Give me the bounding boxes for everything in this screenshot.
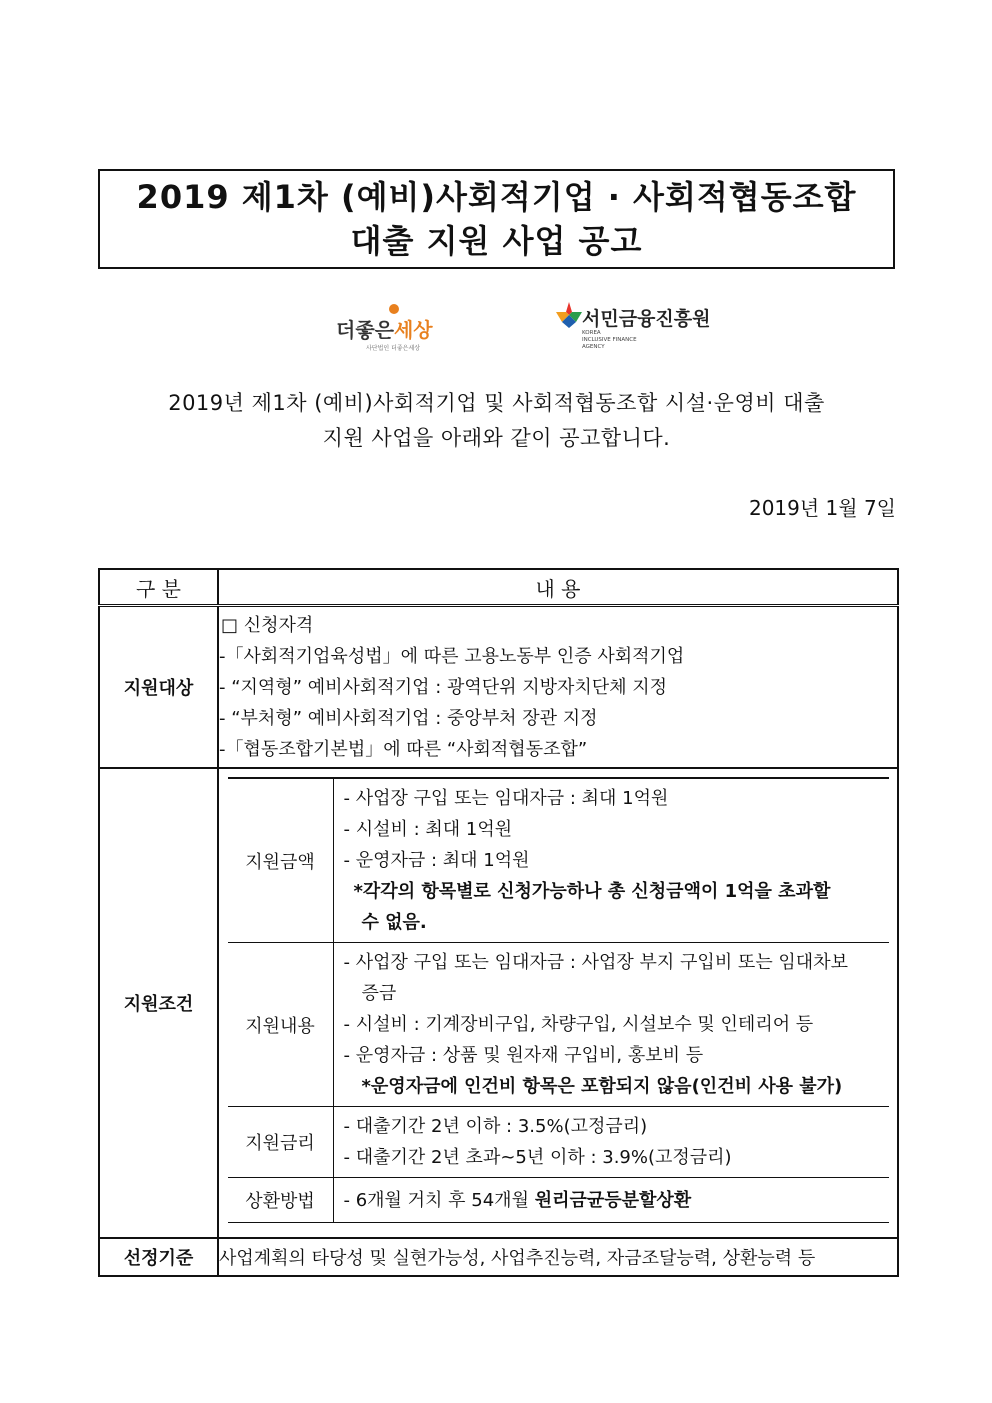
intro-line2: 지원 사업을 아래와 같이 공고합니다.	[322, 426, 671, 450]
conditions-label: 지원조건	[99, 768, 218, 1238]
logo-kinfa	[556, 298, 711, 350]
orange-dot-icon	[389, 304, 399, 314]
interest-content	[333, 1107, 889, 1178]
notice-date: 2019년 1월 7일	[748, 496, 896, 520]
target-row	[99, 606, 898, 769]
content-row	[228, 943, 889, 1107]
header-category: 구 분	[99, 569, 218, 606]
header-content: 내 용	[218, 569, 898, 606]
notice-table	[98, 568, 899, 1277]
content-line1b: 증금	[361, 983, 397, 1004]
eligibility-item: - “부처형” 예비사회적기업 : 중앙부처 장관 지정	[219, 707, 598, 729]
page-title-line2: 대출 지원 사업 공고	[350, 222, 643, 260]
amount-note-line2: 수 없음.	[361, 912, 427, 933]
interest-line: - 대출기간 2년 초과~5년 이하 : 3.9%(고정금리)	[343, 1147, 732, 1168]
criteria-content: 사업계획의 타당성 및 실현가능성, 사업추진능력, 자금조달능력, 상환능력 등	[218, 1238, 898, 1276]
repay-prefix: - 6개월 거치 후 54개월	[343, 1189, 535, 1211]
amount-note-line1: *각각의 항목별로 신청가능하나 총 신청금액이 1억을 초과할	[353, 881, 831, 902]
content-label: 지원내용	[228, 943, 334, 1107]
content-note: *운영자금에 인건비 항목은 포함되지 않음(인건비 사용 불가)	[361, 1076, 843, 1097]
conditions-row	[99, 768, 898, 1238]
content-content	[333, 943, 889, 1107]
intro-line1: 2019년 제1차 (예비)사회적기업 및 사회적협동조합 시설·운영비 대출	[168, 391, 825, 415]
interest-label: 지원금리	[228, 1107, 334, 1178]
eligibility-heading: □ 신청자격	[221, 614, 314, 636]
amount-line: - 사업장 구입 또는 임대자금 : 최대 1억원	[343, 788, 669, 809]
repay-content	[333, 1178, 889, 1223]
table-header-row	[99, 569, 898, 606]
eligibility-item: -「사회적기업육성법」에 따른 고용노동부 인증 사회적기업	[219, 645, 685, 667]
intro-paragraph	[98, 386, 895, 456]
logo2-name: 서민금융진흥원	[582, 308, 711, 330]
interest-row	[228, 1107, 889, 1178]
logo2-english: KOREA INCLUSIVE FINANCE AGENCY	[582, 330, 637, 350]
logo1-text-a: 더좋은	[336, 318, 394, 342]
content-line3: - 운영자금 : 상품 및 원자재 구입비, 홍보비 등	[343, 1045, 704, 1066]
title-box	[98, 169, 895, 269]
logo-better-world	[336, 304, 456, 352]
eligibility-item: - “지역형” 예비사회적기업 : 광역단위 지방자치단체 지정	[219, 676, 668, 698]
logo-area	[0, 296, 992, 356]
eligibility-item: -「협동조합기본법」에 따른 “사회적협동조합”	[219, 738, 588, 760]
target-content	[218, 606, 898, 769]
logo1-text-b: 세상	[393, 318, 433, 342]
target-label: 지원대상	[99, 606, 218, 769]
amount-row	[228, 778, 889, 943]
amount-label: 지원금액	[228, 778, 334, 943]
content-line1a: - 사업장 구입 또는 임대자금 : 사업장 부지 구입비 또는 임대차보	[343, 952, 848, 973]
criteria-row	[99, 1238, 898, 1276]
amount-content	[333, 778, 889, 943]
amount-line: - 운영자금 : 최대 1억원	[343, 850, 530, 871]
logo1-subtitle: 사단법인 더좋은세상	[366, 345, 421, 352]
kinfa-mark-icon	[556, 302, 582, 328]
amount-line: - 시설비 : 최대 1억원	[343, 819, 513, 840]
conditions-inner-table	[228, 777, 889, 1223]
criteria-label: 선정기준	[99, 1238, 218, 1276]
repay-label: 상환방법	[228, 1178, 334, 1223]
page-title-line1: 2019 제1차 (예비)사회적기업 · 사회적협동조합	[136, 178, 857, 216]
repay-method: 원리금균등분할상환	[534, 1189, 692, 1211]
conditions-content	[218, 768, 898, 1238]
repay-row	[228, 1178, 889, 1223]
interest-line: - 대출기간 2년 이하 : 3.5%(고정금리)	[343, 1116, 648, 1137]
content-line2: - 시설비 : 기계장비구입, 차량구입, 시설보수 및 인테리어 등	[343, 1014, 814, 1035]
